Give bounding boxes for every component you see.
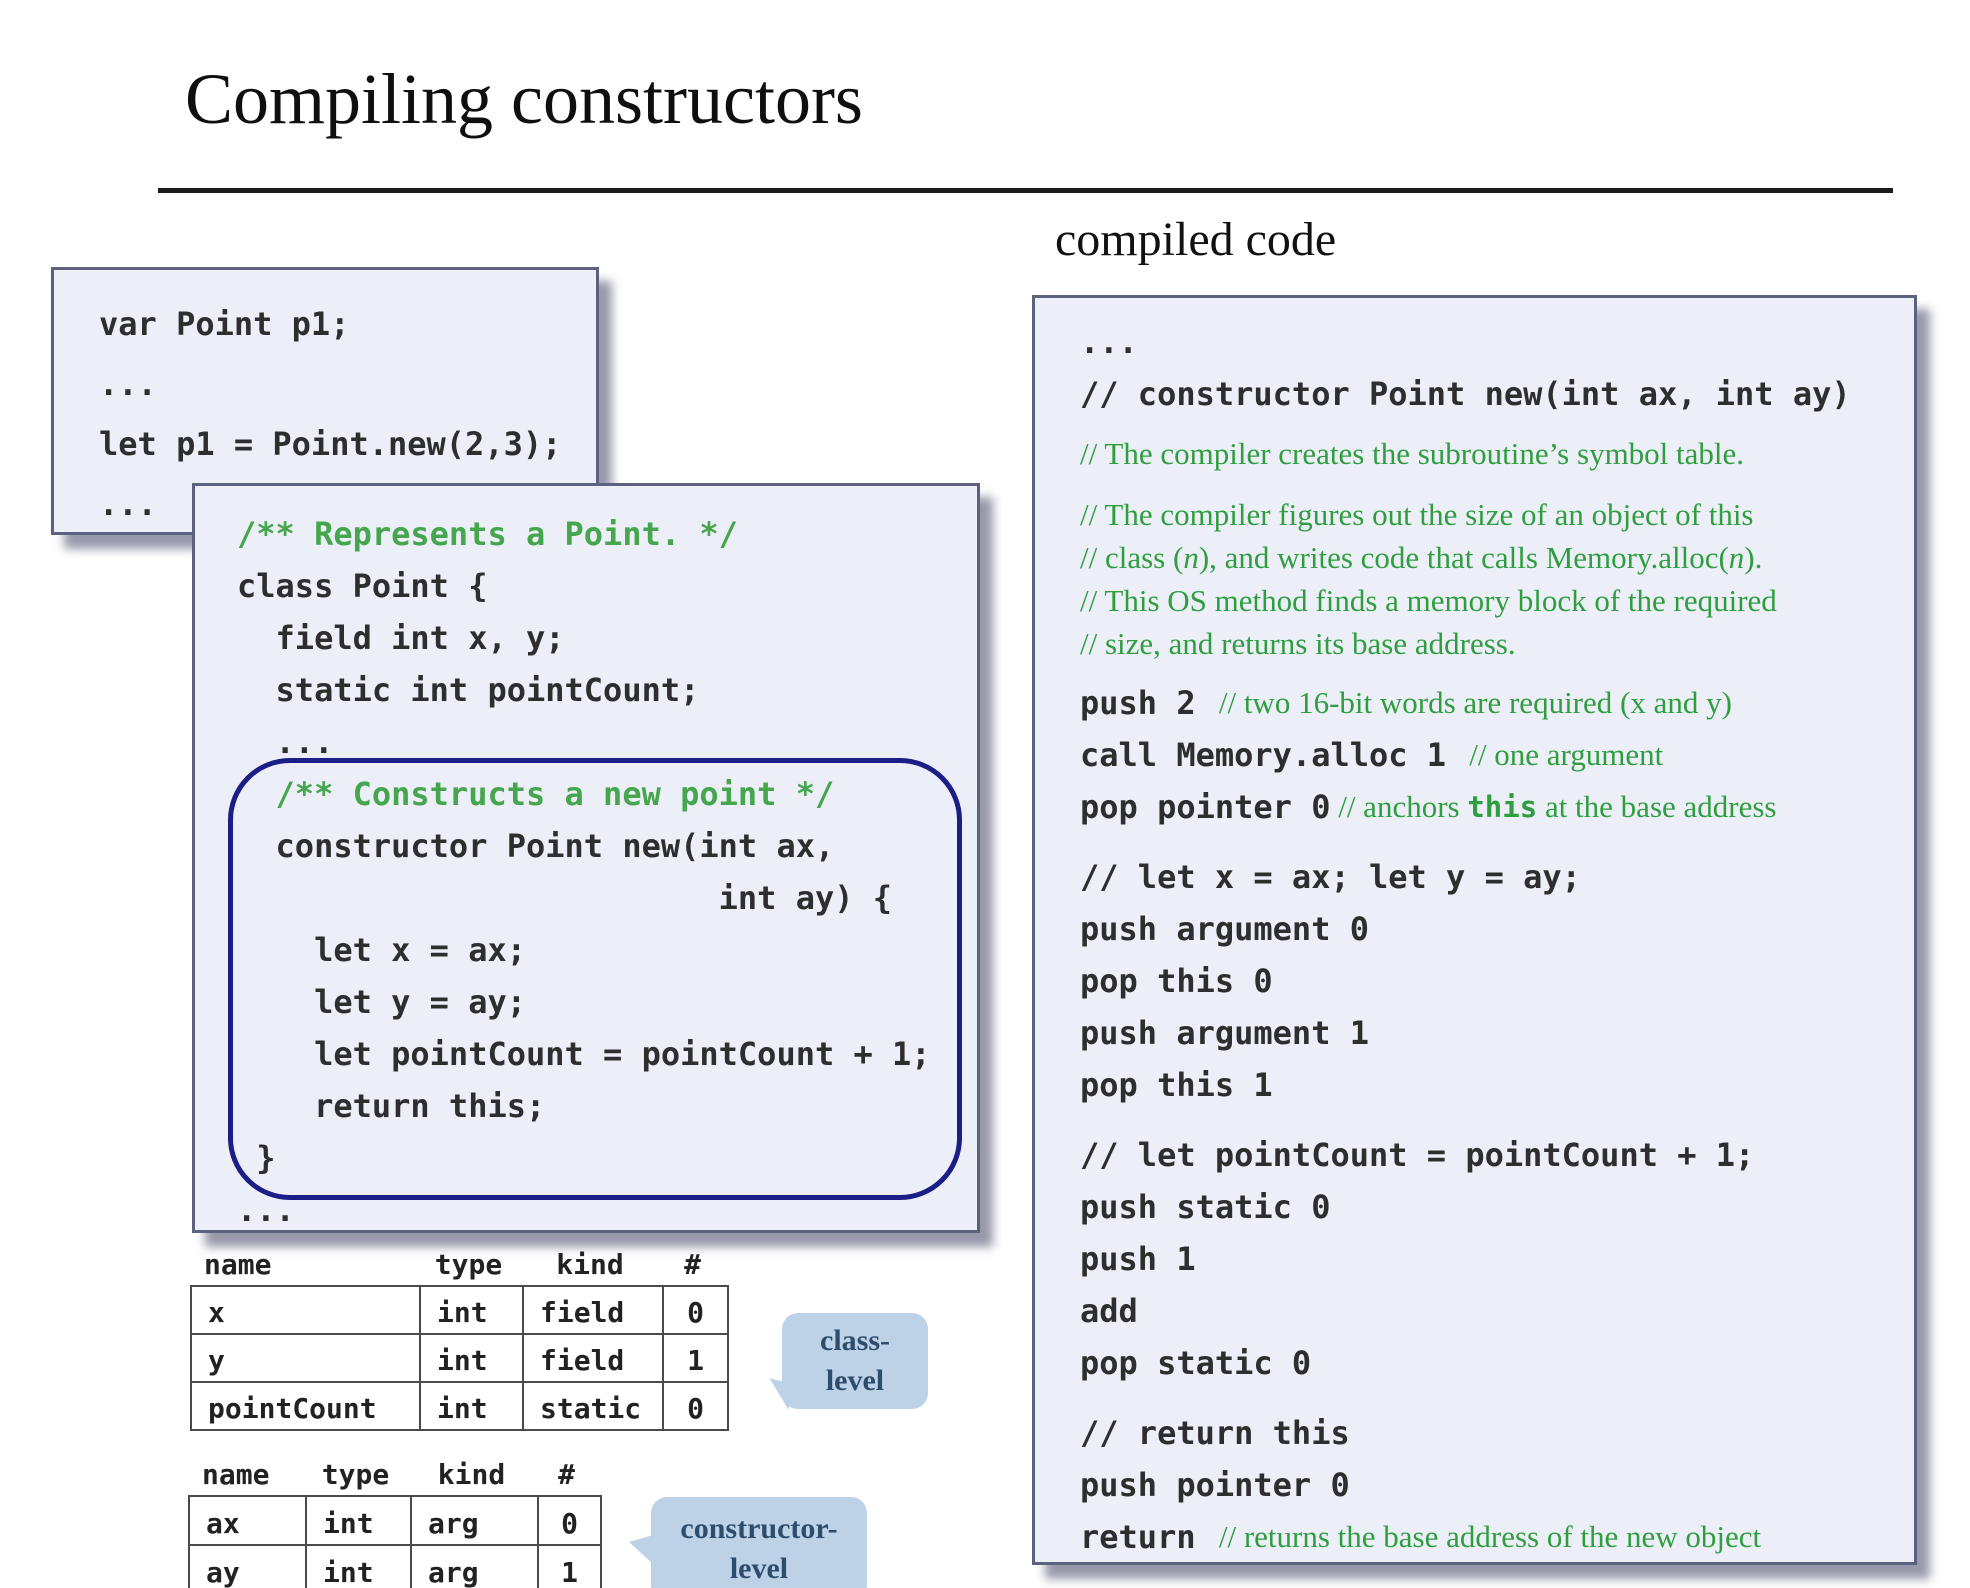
code-segment: /** Represents a Point. */	[237, 515, 738, 553]
code-segment: pop static 0	[1080, 1344, 1312, 1382]
compiled-code-box	[1032, 295, 1917, 1565]
code-line	[1080, 579, 1914, 622]
code-line	[237, 560, 977, 612]
code-segment: at the base address	[1537, 789, 1777, 824]
code-segment: constructor Point new(int ax,	[237, 827, 835, 865]
code-segment: ...	[99, 485, 157, 523]
table-cell: arg	[410, 1497, 537, 1544]
code-line	[1080, 536, 1914, 579]
code-line	[1080, 903, 1914, 955]
column-header: kind	[556, 1248, 624, 1281]
code-segment: // constructor Point new(int ax, int ay)	[1080, 375, 1851, 413]
code-segment: pop this 1	[1080, 1066, 1273, 1104]
table-cell: int	[305, 1546, 410, 1588]
code-segment: return	[1080, 1518, 1196, 1556]
callout-text-line: constructor-	[680, 1512, 838, 1545]
code-line	[1080, 1129, 1914, 1181]
code-segment: // This OS method finds a memory block of the required	[1080, 582, 1777, 618]
code-line	[1080, 781, 1914, 833]
code-line	[1080, 1407, 1914, 1459]
code-line	[99, 354, 596, 414]
table-cell: 0	[537, 1497, 600, 1544]
code-line	[1080, 1233, 1914, 1285]
table-grid	[188, 1495, 602, 1588]
code-segment: n	[1728, 539, 1745, 575]
class-level-callout	[782, 1313, 928, 1409]
code-segment: n	[1183, 539, 1199, 575]
table-cell: int	[419, 1287, 522, 1333]
code-segment: var Point p1;	[99, 305, 350, 343]
code-segment: // anchors	[1330, 789, 1468, 824]
code-segment: let pointCount = pointCount + 1;	[237, 1035, 931, 1073]
code-segment: ).	[1744, 539, 1763, 575]
table-cell: y	[192, 1335, 419, 1381]
code-line	[1080, 1459, 1914, 1511]
column-header: type	[321, 1458, 390, 1491]
table-cell: int	[419, 1335, 522, 1381]
table-row	[192, 1381, 727, 1429]
code-segment: let x = ax;	[237, 931, 526, 969]
code-segment: // The compiler creates the subroutine’s symbol table.	[1080, 435, 1745, 471]
callout-tail	[763, 1378, 795, 1410]
code-segment: let p1 = Point.new(2,3);	[99, 425, 562, 463]
table-header-row	[188, 1454, 602, 1495]
code-segment: push argument 0	[1080, 910, 1369, 948]
table-cell: int	[305, 1497, 410, 1544]
code-segment: // The compiler figures out the size of an object of this	[1080, 496, 1754, 532]
table-cell: 0	[662, 1287, 727, 1333]
code-line	[1080, 493, 1914, 536]
table-cell: ay	[190, 1546, 305, 1588]
constructor-level-callout	[651, 1497, 867, 1588]
code-line	[237, 508, 977, 560]
table-row	[190, 1544, 600, 1588]
code-segment: // class (	[1080, 539, 1184, 575]
code-segment: // returns the base address of the new object	[1195, 1519, 1762, 1554]
code-segment: push argument 1	[1080, 1014, 1369, 1052]
table-cell: static	[522, 1383, 662, 1429]
table-cell: int	[419, 1383, 522, 1429]
callout-text-line: level	[729, 1552, 789, 1585]
code-line	[1080, 1059, 1914, 1111]
code-segment: int ay) {	[237, 879, 893, 917]
table-cell: field	[522, 1287, 662, 1333]
code-segment: // two 16-bit words are required (x and y)	[1195, 685, 1732, 720]
title-underline	[158, 188, 1893, 193]
callout-tail	[629, 1535, 653, 1564]
table-grid	[190, 1285, 729, 1431]
code-segment: add	[1080, 1292, 1138, 1330]
code-line	[1080, 1181, 1914, 1233]
code-line	[237, 664, 977, 716]
class-symbol-table	[190, 1244, 729, 1431]
code-line	[1080, 432, 1914, 475]
table-row	[192, 1287, 727, 1333]
callout-text-line: class-	[820, 1324, 890, 1357]
code-segment: // return this	[1080, 1414, 1350, 1452]
code-line	[1080, 955, 1914, 1007]
code-segment: return this;	[237, 1087, 546, 1125]
code-segment: ...	[99, 365, 157, 403]
code-segment: push static 0	[1080, 1188, 1331, 1226]
column-header: kind	[437, 1458, 506, 1491]
column-header: name	[204, 1248, 272, 1281]
code-line	[1080, 316, 1914, 368]
table-row	[190, 1497, 600, 1544]
code-segment: // let x = ax; let y = ay;	[1080, 858, 1581, 896]
column-header: #	[558, 1458, 575, 1491]
code-line	[99, 294, 596, 354]
code-segment: push pointer 0	[1080, 1466, 1350, 1504]
table-cell: ax	[190, 1497, 305, 1544]
code-segment: /** Constructs a new point */	[237, 775, 835, 813]
code-segment: pop pointer 0	[1080, 788, 1331, 826]
code-segment: this	[1467, 790, 1538, 824]
code-segment: pop this 0	[1080, 962, 1273, 1000]
table-cell: x	[192, 1287, 419, 1333]
code-line	[237, 612, 977, 664]
code-segment: }	[237, 1139, 276, 1177]
column-header: name	[202, 1458, 270, 1491]
code-segment: // size, and returns its base address.	[1080, 625, 1516, 661]
code-segment: call Memory.alloc 1	[1080, 736, 1447, 774]
table-cell: pointCount	[192, 1383, 419, 1429]
code-segment: ...	[237, 723, 334, 761]
code-segment: push 2	[1080, 684, 1196, 722]
code-line	[1080, 1285, 1914, 1337]
code-segment: let y = ay;	[237, 983, 526, 1021]
column-header: #	[684, 1248, 701, 1281]
code-segment: ...	[237, 1191, 295, 1229]
code-line	[1080, 368, 1914, 420]
code-line	[1080, 622, 1914, 665]
constructor-highlight-outline	[228, 758, 962, 1200]
code-segment: static int pointCount;	[237, 671, 700, 709]
code-line	[1080, 1337, 1914, 1389]
column-header: type	[434, 1248, 503, 1281]
code-line	[1080, 729, 1914, 781]
table-row	[192, 1333, 727, 1381]
code-line	[1080, 851, 1914, 903]
code-segment: // let pointCount = pointCount + 1;	[1080, 1136, 1755, 1174]
code-line	[1080, 1007, 1914, 1059]
table-header-row	[190, 1244, 729, 1285]
code-segment: class Point {	[237, 567, 488, 605]
code-segment: ), and writes code that calls Memory.alloc(	[1198, 539, 1729, 575]
callout-text-line: level	[825, 1364, 885, 1397]
code-line	[99, 414, 596, 474]
code-segment: push 1	[1080, 1240, 1196, 1278]
code-segment: // one argument	[1446, 737, 1664, 772]
table-cell: 1	[537, 1546, 600, 1588]
page-title: Compiling constructors	[185, 59, 863, 139]
table-cell: field	[522, 1335, 662, 1381]
compiled-code-label: compiled code	[1055, 213, 1337, 266]
constructor-symbol-table	[188, 1454, 602, 1588]
code-segment: field int x, y;	[237, 619, 565, 657]
table-cell: arg	[410, 1546, 537, 1588]
code-line	[1080, 677, 1914, 729]
table-cell: 0	[662, 1383, 727, 1429]
code-line	[1080, 1511, 1914, 1563]
table-cell: 1	[662, 1335, 727, 1381]
code-segment: ...	[1080, 323, 1138, 361]
